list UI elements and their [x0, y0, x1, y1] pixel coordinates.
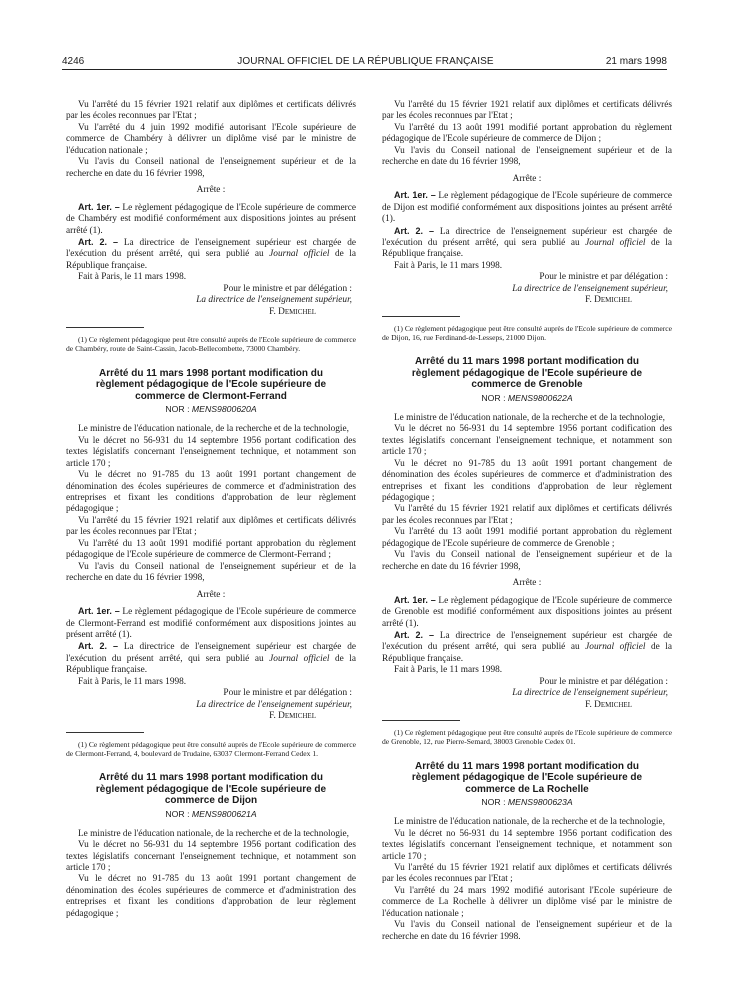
- signature-name: F. Demichel: [585, 295, 632, 306]
- right-column: [382, 100, 672, 943]
- article-1: [382, 190, 672, 225]
- paragraph: Vu l'arrêté du 24 mars 1992 modifié autorisant l'Ecole supérieure de commerce de La Rochelle à délivrer un diplôme visé par le ministre de l'éducation nationale ;: [382, 885, 672, 919]
- signature-role: La directrice de l'enseignement supérieur,: [196, 295, 352, 306]
- article-1: [66, 606, 356, 641]
- arrete-heading: Arrête :: [512, 578, 542, 589]
- journal-officiel-ref: Journal officiel: [269, 249, 330, 260]
- footnote-rule: [66, 732, 144, 733]
- article-2: [66, 237, 356, 272]
- paragraph: Le ministre de l'éducation nationale, de la recherche et de la technologie,: [394, 817, 665, 828]
- nor-label: NOR :: [165, 808, 190, 819]
- section-title: Arrêté du 11 mars 1998 portant modification du règlement pédagogique de l'Ecole supérieure de commerce de La Rochelle: [411, 760, 643, 795]
- article-2: [382, 226, 672, 261]
- paragraph: Vu l'arrêté du 13 août 1991 modifié portant approbation du règlement pédagogique de l'Ecole supérieure de commerce de Dijon ;: [382, 122, 672, 145]
- issue-date: 21 mars 1998: [605, 56, 667, 67]
- paragraph: Vu le décret no 56-931 du 14 septembre 1956 portant codification des textes législatifs concernant l'enseignement technique, et notamment son article 170 ;: [382, 424, 672, 458]
- header-rule: [62, 69, 667, 70]
- nor-code: MENS9800621A: [191, 808, 257, 819]
- signature-for: Pour le ministre et par délégation :: [223, 688, 352, 699]
- nor-line: [66, 404, 356, 414]
- signature-name: F. Demichel: [585, 699, 632, 710]
- nor-line: [66, 809, 356, 819]
- article-1: [66, 202, 356, 237]
- paragraph: Vu l'arrêté du 13 août 1991 modifié portant approbation du règlement pédagogique de l'Ecole supérieure de commerce de Grenoble ;: [382, 527, 672, 549]
- paragraph: Vu l'avis du Conseil national de l'enseignement supérieur et de la recherche en date du 16 février 1998,: [66, 157, 356, 179]
- article-label: Art. 1er. –: [78, 606, 120, 617]
- footnote: (1) Ce règlement pédagogique peut être consulté auprès de l'Ecole supérieure de commerce de Clermont-Ferrand, 4, boulevard de Trudaine, 63037 Clermont-Ferrand Cedex 1.: [66, 739, 356, 758]
- article-2: [382, 630, 672, 665]
- signature-role: La directrice de l'enseignement supérieur,: [512, 688, 668, 699]
- article-label: Art. 2. –: [394, 225, 434, 236]
- paragraph: Vu l'arrêté du 4 juin 1992 modifié autorisant l'Ecole supérieure de commerce de Chambéry à délivrer un diplôme visé par le ministre de l'éducation nationale ;: [66, 122, 356, 156]
- article-label: Art. 1er. –: [394, 594, 436, 605]
- nor-label: NOR :: [165, 404, 190, 415]
- article-text: Le règlement pédagogique de l'Ecole supérieure de commerce de Dijon est modifié conformément aux dispositions jointes au présent arrêté (1).: [382, 191, 673, 225]
- paragraph: Vu l'avis du Conseil national de l'enseignement supérieur et de la recherche en date du 16 février 1998,: [382, 145, 672, 168]
- nor-line: [382, 393, 672, 403]
- nor-code: MENS9800622A: [507, 392, 573, 403]
- nor-label: NOR :: [481, 392, 506, 403]
- paragraph: Le ministre de l'éducation nationale, de la recherche et de la technologie,: [78, 424, 349, 435]
- signature-role: La directrice de l'enseignement supérieur,: [196, 699, 352, 710]
- signature-name: F. Demichel: [269, 711, 316, 722]
- article-text: La directrice de l'enseignement supérieur est chargée de l'exécution du présent arrêté, qui sera publié au: [66, 237, 357, 260]
- paragraph: Vu le décret no 91-785 du 13 août 1991 portant changement de dénomination des écoles supérieures de commerce et d'administration des entreprises et fixant les conditions d'approbation de leur règlement pédagogique ;: [66, 874, 356, 919]
- footnote-rule: [382, 720, 460, 721]
- article-text: Le règlement pédagogique de l'Ecole supérieure de commerce de Clermont-Ferrand est modifié conformément aux dispositions jointes au présent arrêté (1).: [66, 607, 357, 640]
- signature-for: Pour le ministre et par délégation :: [539, 676, 668, 687]
- paragraph: Le ministre de l'éducation nationale, de la recherche et de la technologie,: [394, 412, 665, 423]
- signature-for: Pour le ministre et par délégation :: [539, 272, 668, 283]
- arrete-heading: Arrête :: [196, 589, 226, 600]
- section-title: Arrêté du 11 mars 1998 portant modification du règlement pédagogique de l'Ecole supérieure de commerce de Grenoble: [411, 356, 643, 391]
- paragraph: Vu le décret no 56-931 du 14 septembre 1956 portant codification des textes législatifs concernant l'enseignement technique, et notamment son article 170 ;: [66, 435, 356, 469]
- left-column: [66, 100, 356, 920]
- footnote-rule: [66, 327, 144, 328]
- paragraph: Vu le décret no 91-785 du 13 août 1991 portant changement de dénomination des écoles supérieures de commerce et d'administration des entreprises et fixant les conditions d'approbation de leur règlement pédagogique ;: [66, 470, 356, 515]
- article-text: La directrice de l'enseignement supérieur est chargée de l'exécution du présent arrêté, qui sera publié au: [382, 226, 673, 248]
- signature-name: F. Demichel: [269, 306, 316, 317]
- journal-officiel-ref: Journal officiel: [585, 237, 646, 248]
- paragraph: Le ministre de l'éducation nationale, de la recherche et de la technologie,: [78, 828, 349, 839]
- paragraph: Vu l'arrêté du 15 février 1921 relatif aux diplômes et certificats délivrés par les écoles reconnues par l'Etat ;: [382, 504, 672, 526]
- article-2: [66, 641, 356, 676]
- fait-line: Fait à Paris, le 11 mars 1998.: [394, 665, 503, 676]
- paragraph: Vu le décret no 56-931 du 14 septembre 1956 portant codification des textes législatifs concernant l'enseignement technique, et notamment son article 170 ;: [382, 828, 672, 862]
- article-text: de la République française.: [382, 642, 673, 664]
- article-label: Art. 2. –: [78, 641, 118, 652]
- article-label: Art. 2. –: [394, 629, 434, 640]
- paragraph: Vu l'arrêté du 15 février 1921 relatif aux diplômes et certificats délivrés par les écoles reconnues par l'Etat ;: [382, 100, 672, 122]
- page-number: 4246: [62, 56, 85, 67]
- section-title: Arrêté du 11 mars 1998 portant modification du règlement pédagogique de l'Ecole supérieure de commerce de Dijon: [95, 772, 327, 807]
- page-header: [0, 0, 731, 80]
- nor-code: MENS9800620A: [191, 404, 257, 415]
- article-label: Art. 2. –: [78, 236, 118, 247]
- arrete-heading: Arrête :: [512, 173, 542, 184]
- journal-title: JOURNAL OFFICIEL DE LA RÉPUBLIQUE FRANÇAISE: [237, 56, 494, 67]
- fait-line: Fait à Paris, le 11 mars 1998.: [78, 272, 187, 283]
- paragraph: Vu l'arrêté du 15 février 1921 relatif aux diplômes et certificats délivrés par les écoles reconnues par l'Etat ;: [66, 515, 356, 538]
- paragraph: Vu l'avis du Conseil national de l'enseignement supérieur et de la recherche en date du 16 février 1998,: [66, 561, 356, 584]
- article-text: Le règlement pédagogique de l'Ecole supérieure de commerce de Grenoble est modifié conformément aux dispositions jointes au présent arrêté (1).: [382, 595, 673, 629]
- paragraph: Vu l'arrêté du 13 août 1991 modifié portant approbation du règlement pédagogique de l'Ecole supérieure de commerce de Clermont-Ferrand ;: [66, 538, 356, 561]
- article-text: de la République française.: [66, 653, 357, 676]
- article-text: de la République française.: [382, 237, 673, 260]
- article-text: Le règlement pédagogique de l'Ecole supérieure de commerce de Chambéry est modifié conformément aux dispositions jointes au présent arrêté (1).: [66, 202, 357, 236]
- article-text: La directrice de l'enseignement supérieur est chargée de l'exécution du présent arrêté, qui sera publié au: [66, 642, 357, 664]
- footnote: (1) Ce règlement pédagogique peut être consulté auprès de l'Ecole supérieure de commerce de Grenoble, 12, rue Pierre-Semard, 38003 Grenoble Cedex 01.: [382, 728, 672, 747]
- paragraph: Vu l'arrêté du 15 février 1921 relatif aux diplômes et certificats délivrés par les écoles reconnues par l'Etat ;: [66, 100, 356, 122]
- nor-line: [382, 797, 672, 807]
- nor-label: NOR :: [481, 797, 506, 808]
- section-title: Arrêté du 11 mars 1998 portant modification du règlement pédagogique de l'Ecole supérieure de commerce de Clermont-Ferrand: [95, 367, 327, 402]
- article-text: La directrice de l'enseignement supérieur est chargée de l'exécution du présent arrêté, qui sera publié au: [382, 630, 673, 653]
- nor-code: MENS9800623A: [507, 797, 573, 808]
- fait-line: Fait à Paris, le 11 mars 1998.: [78, 676, 187, 687]
- article-text: de la République française.: [66, 249, 357, 271]
- paragraph: Vu le décret no 56-931 du 14 septembre 1956 portant codification des textes législatifs concernant l'enseignement technique, et notamment son article 170 ;: [66, 840, 356, 874]
- footnote-rule: [382, 316, 460, 317]
- article-label: Art. 1er. –: [78, 201, 120, 212]
- article-label: Art. 1er. –: [394, 190, 436, 201]
- paragraph: Vu l'arrêté du 15 février 1921 relatif aux diplômes et certificats délivrés par les écoles reconnues par l'Etat ;: [382, 863, 672, 885]
- journal-officiel-ref: Journal officiel: [585, 642, 646, 653]
- paragraph: Vu l'avis du Conseil national de l'enseignement supérieur et de la recherche en date du 16 février 1998.: [382, 920, 672, 942]
- paragraph: Vu l'avis du Conseil national de l'enseignement supérieur et de la recherche en date du 16 février 1998,: [382, 550, 672, 572]
- signature-role: La directrice de l'enseignement supérieur,: [512, 283, 668, 294]
- arrete-heading: Arrête :: [196, 185, 226, 196]
- paragraph: Vu le décret no 91-785 du 13 août 1991 portant changement de dénomination des écoles supérieures de commerce et d'administration des entreprises et fixant les conditions d'approbation de leur règlement pédagogique ;: [382, 458, 672, 503]
- fait-line: Fait à Paris, le 11 mars 1998.: [394, 260, 503, 271]
- footnote: (1) Ce règlement pédagogique peut être consulté auprès de l'Ecole supérieure de commerce de Chambéry, route de Saint-Cassin, Jacob-Bellecombette, 73000 Chambéry.: [66, 335, 356, 354]
- footnote: (1) Ce règlement pédagogique peut être consulté auprès de l'Ecole supérieure de commerce de Dijon, 16, rue Ferdinand-de-Lesseps, 21000 Dijon.: [382, 323, 672, 342]
- journal-officiel-ref: Journal officiel: [269, 653, 330, 664]
- article-1: [382, 595, 672, 630]
- signature-for: Pour le ministre et par délégation :: [223, 283, 352, 294]
